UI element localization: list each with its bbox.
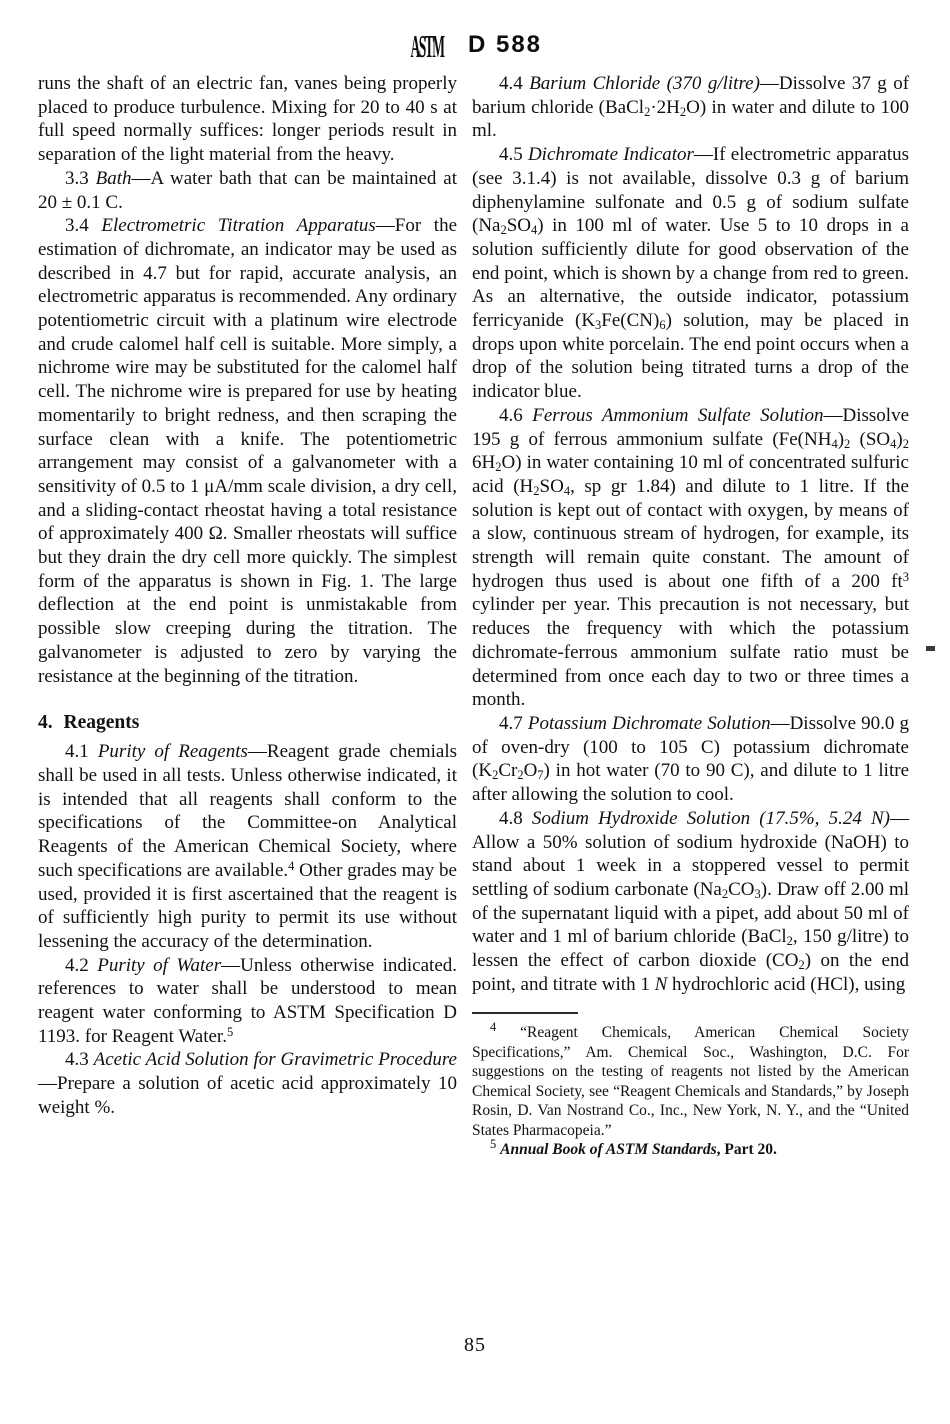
text-run: , sp gr 1.84) and dilute to 1 litre. If the solution is kept out of contact with oxygen, by means of a slow, continuous stream of hydrogen, for example, its strength will remain quite constant. The amount of hydrogen thus used is about one fifth of a 200 ft	[472, 475, 909, 592]
text-run: 6	[659, 318, 666, 333]
para-4-8-sodium-hydroxide	[472, 807, 909, 997]
para-4-2-purity-of-water	[38, 954, 457, 1049]
text-run: ) in 100 ml of water. Use 5 to 10 drops in a solution sufficiently dilute for good observation of the end point, which is shown by a change from red to green. As an alternative, the outside indicator, potassium ferricyanide (K	[472, 215, 909, 332]
text-run: 2	[902, 436, 909, 451]
text-run: 4.1	[65, 741, 98, 763]
text-run: 3	[754, 886, 761, 901]
astm-logo-icon	[408, 25, 446, 65]
text-run: 6H	[472, 452, 496, 474]
para-4-7-potassium-dichromate	[472, 712, 909, 807]
text-run: )	[837, 428, 845, 450]
section-4-reagents-heading	[38, 711, 457, 735]
text-run: Sodium Hydroxide Solution (17.5%, 5.24 N)	[531, 807, 890, 829]
text-run: Ferrous Ammonium Sulfate Solution	[532, 404, 824, 426]
svg-text:ASTM: ASTM	[410, 29, 444, 65]
footnote-divider	[472, 1012, 578, 1014]
text-run: Barium Chloride (370 g/litre)	[529, 73, 760, 94]
text-run: Potassium Dichromate Solution	[527, 712, 771, 734]
text-columns	[38, 72, 909, 1160]
text-run: 4. Reagents	[38, 712, 140, 734]
text-run: 3	[595, 318, 602, 333]
text-run: SO	[506, 215, 532, 237]
text-run: —If electrometric apparatus (see 3.1.4) is not available, dissolve 0.3 g of barium diphenylamine sulfonate and 0.5 g of sodium sulfate (Na	[472, 144, 909, 237]
text-run: “Reagent Chemicals, American Chemical Society Specifications,” Am. Chemical Soc., Washington, D.C. For suggestions on the testing of reagents not listed by the American Chemical Society, see “Reagent Chemicals and Standards,” by Joseph Rosin, D. Van Nostrand Co., Inc., New York, N. Y., and the “United States Pharmacopeia.”	[472, 1024, 909, 1139]
text-run: 3.4	[65, 215, 102, 237]
text-run: Dichromate Indicator	[527, 144, 694, 166]
text-run: 2	[492, 768, 499, 783]
text-run: SO	[539, 475, 564, 497]
text-run: 3.3	[65, 167, 96, 189]
text-run: 4.2	[65, 954, 98, 976]
para-4-3-acetic-acid-solution	[38, 1048, 457, 1119]
text-run: —Allow a 50% solution of sodium hydroxide (NaOH) to stand about 1 week in a stoppered vessel to permit settling of sodium carbonate (Na	[472, 807, 909, 900]
text-run: —Dissolve 37 g of barium chloride (BaCl	[472, 73, 910, 118]
text-run: 2	[500, 223, 507, 238]
text-run: ) in hot water (70 to 90 C), and dilute to 1 litre after allowing the solution to cool.	[472, 760, 909, 806]
text-run: —Dissolve 195 g of ferrous ammonium sulfate (Fe(NH	[472, 404, 910, 450]
text-run: runs the shaft of an electric fan, vanes being properly placed to produce turbulence. Mixing for 20 to 40 s at full speed normally suffices: longer periods result in separation of the light material from the heavy.	[38, 73, 457, 166]
text-run: 3	[902, 569, 909, 584]
text-run: Bath	[95, 167, 132, 189]
text-run: ). Draw off 2.00 ml of the supernatant liquid with a pipet, add about 50 ml of water and 1 ml of barium chloride (BaCl	[472, 878, 909, 948]
text-run: —Unless otherwise indicated. references to water shall be understood to mean reagent water conforming to ASTM Specification D 1193. for Reagent Water.	[38, 954, 458, 1047]
text-run: 4.4	[499, 73, 530, 94]
text-run: Electrometric Titration Apparatus	[101, 215, 376, 237]
para-3-3-bath	[38, 167, 457, 214]
text-run: CO	[728, 878, 755, 900]
para-3-4-electrometric-titration-apparatus	[38, 214, 457, 688]
text-run: 2	[786, 934, 793, 949]
text-run: 4	[831, 436, 838, 451]
text-run: 4.7	[499, 712, 528, 734]
text-run: 7	[537, 768, 544, 783]
text-run: 4	[531, 223, 538, 238]
para-3-2-continuation	[38, 72, 457, 167]
text-run: Purity of Water	[97, 954, 222, 976]
text-run: ) on the end point, and titrate with 1	[472, 950, 909, 995]
right-column	[472, 72, 909, 1160]
text-run: 4.6	[499, 404, 533, 426]
para-4-1-purity-of-reagents	[38, 740, 457, 953]
page-number: 85	[464, 1334, 486, 1356]
text-run: Acetic Acid Solution for Gravimetric Procedure	[93, 1049, 457, 1071]
text-run: 4	[288, 858, 295, 873]
text-run: N	[654, 973, 668, 995]
text-run: 2	[495, 460, 502, 475]
text-run: O	[523, 760, 538, 782]
left-column	[38, 72, 457, 1160]
text-run: ·2H	[650, 96, 680, 118]
text-run: , 150 g/litre) to lessen the effect of carbon dioxide (CO	[472, 926, 910, 972]
text-run: O) in water and dilute to 100 ml.	[472, 96, 909, 142]
text-run: 2	[644, 104, 651, 119]
text-run: 2	[517, 768, 524, 783]
scan-artifact	[926, 646, 935, 651]
text-run: —Dissolve 90.0 g of oven-dry (100 to 105 C) potassium dichromate (K	[472, 712, 909, 782]
text-run: 4	[890, 436, 897, 451]
text-run: 5	[490, 1137, 497, 1152]
text-run: 4	[563, 483, 571, 498]
text-run: 2	[533, 483, 540, 498]
text-run: —Prepare a solution of acetic acid approximately 10 weight %.	[38, 1073, 457, 1118]
text-run: Cr	[498, 760, 518, 782]
text-run: 5	[226, 1024, 234, 1039]
text-run: 4.8	[499, 807, 532, 829]
text-run: O) in water containing 10 ml of concentrated sulfuric acid (H	[472, 452, 909, 497]
text-run: 2	[798, 958, 805, 973]
text-run: Annual Book of ASTM Standards	[500, 1141, 717, 1159]
text-run: hydrochloric acid (HCl), using	[667, 973, 906, 995]
text-run: 2	[721, 886, 729, 901]
text-run: 2	[679, 104, 687, 119]
text-run: cylinder per year. This precaution is not necessary, but reduces the frequency with which the potassium dichromate-ferrous ammonium sulfate ratio must be determined from once each day to two or three times a month.	[472, 594, 909, 711]
text-run: ) solution, may be placed in drops upon white porcelain. The end point occurs when a drop of the solution being titrated turns a drop of the indicator blue.	[472, 310, 909, 403]
text-run: —A water bath that can be maintained at 20 ± 0.1 C.	[38, 167, 457, 213]
text-run: —Reagent grade chemials shall be used in all tests. Unless otherwise indicated, it is intended that all reagents shall conform to the specifications of the Committee-on Analytical Reagents of the American Chemical Society, where such specifications are available.	[38, 741, 458, 881]
text-run: Other grades may be used, provided it is first ascertained that the reagent is of sufficiently high purity to permit its use without lessening the accuracy of the determination.	[38, 859, 457, 952]
para-4-6-ferrous-ammonium-sulfate	[472, 404, 909, 712]
text-run: 4	[490, 1020, 497, 1035]
text-run: 2	[844, 436, 851, 451]
text-run: 4.3	[65, 1049, 94, 1071]
text-run: (SO	[850, 428, 891, 450]
text-run: 4.5	[499, 144, 528, 166]
text-run: Purity of Reagents	[97, 741, 248, 763]
footnote-5	[472, 1137, 909, 1160]
text-run: —For the estimation of dichromate, an indicator may be used as described in 4.7 but for rapid, accurate analysis, an electrometric apparatus is recommended. Any ordinary potentiometric circuit with a platinum wire electrode and crude calomel half cell is suitable. More simply, a nichrome wire may be substituted for the calomel half cell. The nichrome wire is prepared for use by heating momentarily to bright redness, and then scraping the surface clean with a knife. The potentiometric arrangement may consist of a galvanometer with a sensitivity of 0.5 to 1 μA/mm scale division, a dry cell, and a sliding-contact rheostat having a total resistance of approximately 400 Ω. Smaller rheostats will suffice but they drain the dry cell more quickly. The simplest form of the apparatus is shown in Fig. 1. The large deflection at the end point is unmistakable from possible slow creeping during the titration. The galvanometer is adjusted to zero by varying the resistance at the beginning of the titration.	[38, 215, 458, 687]
para-4-5-dichromate-indicator	[472, 143, 909, 404]
text-run: , Part 20.	[716, 1141, 777, 1159]
text-run: )	[896, 428, 903, 450]
text-run: Fe(CN)	[601, 310, 660, 332]
document-code: D 588	[467, 31, 543, 58]
para-4-4-barium-chloride	[472, 72, 909, 143]
page-header	[0, 24, 950, 66]
footnote-4	[472, 1020, 909, 1140]
